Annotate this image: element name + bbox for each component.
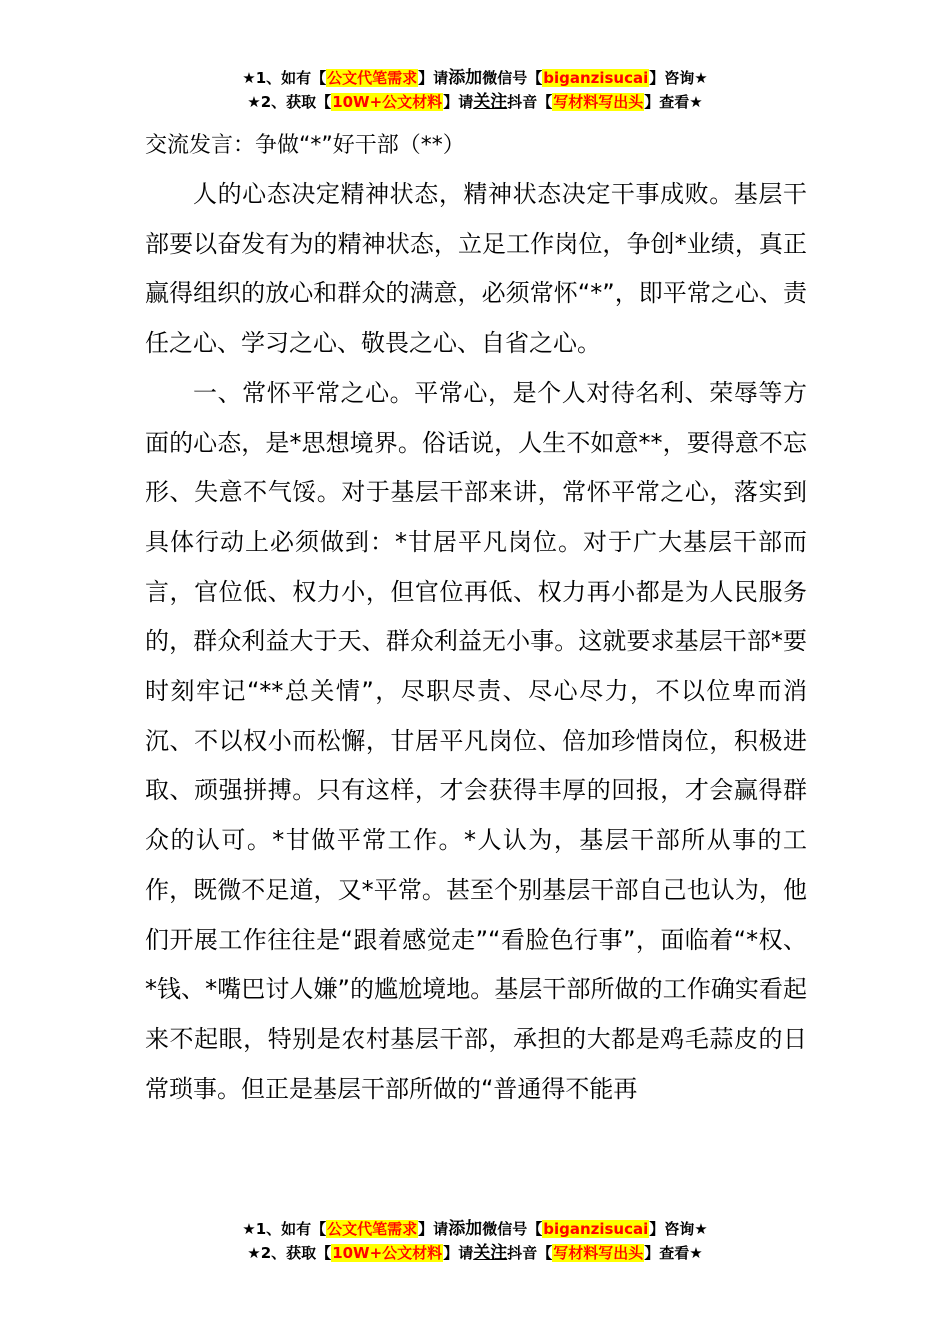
highlight-douyin: 写材料写出头	[553, 93, 644, 111]
header-banner	[0, 66, 950, 114]
banner-line-2	[0, 90, 950, 114]
banner-text: ★2、获取【	[247, 93, 332, 111]
banner-text: 】查看★	[644, 93, 703, 111]
banner-text-emphasis: 关注	[473, 92, 508, 112]
banner-text: 】咨询★	[649, 69, 708, 87]
highlight-douyin: 写材料写出头	[553, 1244, 644, 1262]
highlight-service: 公文代笔需求	[327, 69, 418, 87]
banner-text: 】请	[418, 69, 449, 87]
banner-text-emphasis: 添加	[448, 68, 483, 88]
banner-text: 】咨询★	[649, 1220, 708, 1238]
highlight-materials: 10W+公文材料	[332, 93, 443, 111]
footer-banner	[0, 1217, 950, 1265]
banner-text: 微信号【	[482, 1220, 543, 1238]
highlight-service: 公文代笔需求	[327, 1220, 418, 1238]
banner-line-1	[0, 66, 950, 90]
banner-text: ★1、如有【	[242, 1220, 327, 1238]
banner-text: 抖音【	[507, 1244, 553, 1262]
banner-text: 微信号【	[482, 69, 543, 87]
paragraph-section-1: 一、常怀平常之心。平常心，是个人对待名利、荣辱等方面的心态，是*思想境界。俗话说，人生不如意**，要得意不忘形、失意不气馁。对于基层干部来讲，常怀平常之心，落实到具体行动上必须做到：*甘居平凡岗位。对于广大基层干部而言，官位低、权力小，但官位再低、权力再小都是为人民服务的，群众利益大于天、群众利益无小事。这就要求基层干部*要时刻牢记“**总关情”，尽职尽责、尽心尽力，不以位卑而消沉、不以权小而松懈，甘居平凡岗位、倍加珍惜岗位，积极进取、顽强拼搏。只有这样，才会获得丰厚的回报，才会赢得群众的认可。*甘做平常工作。*人认为，基层干部所从事的工作，既微不足道，又*平常。甚至个别基层干部自己也认为，他们开展工作往往是“跟着感觉走”“看脸色行事”，面临着“*权、*钱、*嘴巴讨人嫌”的尴尬境地。基层干部所做的工作确实看起来不起眼，特别是农村基层干部，承担的大都是鸡毛蒜皮的日常琐事。但正是基层干部所做的“普通得不能再	[145, 378, 807, 1103]
banner-line-2	[0, 1241, 950, 1265]
paragraph-intro: 人的心态决定精神状态，精神状态决定干事成败。基层干部要以奋发有为的精神状态，立足工作岗位，争创*业绩，真正赢得组织的放心和群众的满意，必须常怀“*”，即平常之心、责任之心、学习之心、敬畏之心、自省之心。	[145, 180, 807, 358]
banner-text-emphasis: 关注	[473, 1243, 508, 1263]
highlight-wechat-id: biganzisucai	[543, 1220, 649, 1238]
document-body	[145, 170, 807, 1114]
highlight-materials: 10W+公文材料	[332, 1244, 443, 1262]
document-title: 交流发言：争做“*”好干部（**）	[145, 133, 465, 158]
banner-text: ★1、如有【	[242, 69, 327, 87]
highlight-wechat-id: biganzisucai	[543, 69, 649, 87]
banner-text: 】请	[443, 1244, 474, 1262]
banner-text: 】查看★	[644, 1244, 703, 1262]
banner-line-1	[0, 1217, 950, 1241]
banner-text: 】请	[418, 1220, 449, 1238]
banner-text: ★2、获取【	[247, 1244, 332, 1262]
banner-text: 抖音【	[507, 93, 553, 111]
banner-text: 】请	[443, 93, 474, 111]
banner-text-emphasis: 添加	[448, 1219, 483, 1239]
